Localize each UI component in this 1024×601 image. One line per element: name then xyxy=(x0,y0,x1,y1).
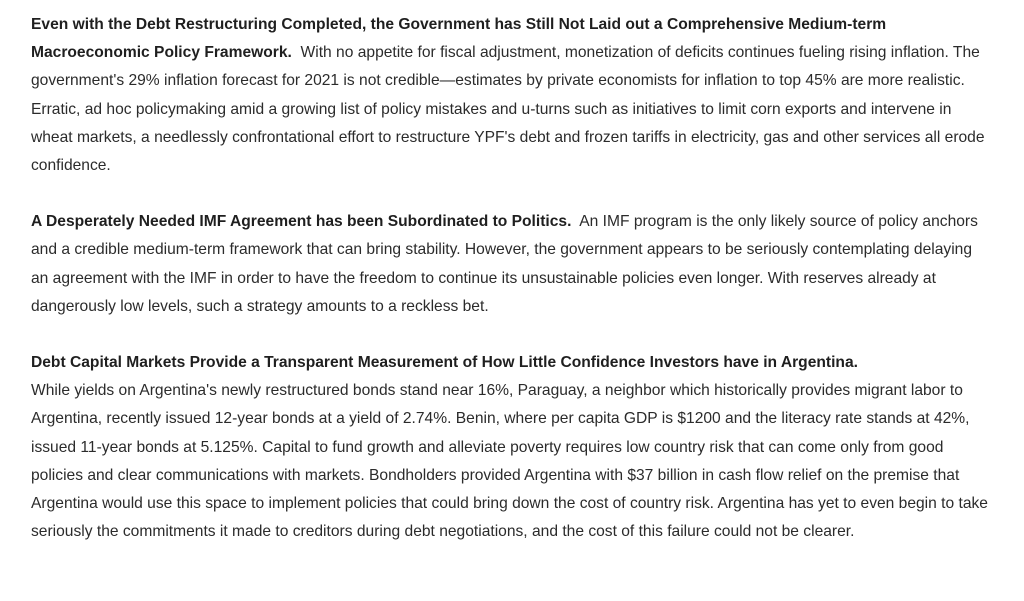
paragraph-heading: Debt Capital Markets Provide a Transparent Measurement of How Little Confidence Investors have in Argentina. xyxy=(31,354,858,372)
paragraph-text: An IMF program is the only likely source of policy anchors and a credible medium-term framework that can bring stability. However, the government appears to be seriously contemplating delaying an agreement with the IMF in order to have the freedom to continue its unsustainable policies even longer. With reserves already at dangerously low levels, such a strategy amounts to a reckless bet. xyxy=(31,213,978,315)
paragraph-imf-agreement xyxy=(31,208,993,321)
paragraph-heading: A Desperately Needed IMF Agreement has been Subordinated to Politics. xyxy=(31,213,572,231)
paragraph-text: While yields on Argentina's newly restructured bonds stand near 16%, Paraguay, a neighbor which historically provides migrant labor to Argentina, recently issued 12-year bonds at a yield of 2.74%. Benin, where per capita GDP is $1200 and the literacy rate stands at 42%, issued 11-year bonds at 5.125%. Capital to fund growth and alleviate poverty requires low country risk that can come only from good policies and clear communications with markets. Bondholders provided Argentina with $37 billion in cash flow relief on the premise that Argentina would use this space to implement policies that could bring down the cost of country risk. Argentina has yet to even begin to take seriously the commitments it made to creditors during debt negotiations, and the cost of this failure could not be clearer. xyxy=(31,382,988,541)
paragraph-heading: Even with the Debt Restructuring Completed, the Government has Still Not Laid out a Comprehensive Medium-term Macroeconomic Policy Framework. xyxy=(31,16,887,62)
paragraph-policy-framework xyxy=(31,11,993,180)
article-body xyxy=(31,11,993,546)
paragraph-text: With no appetite for fiscal adjustment, monetization of deficits continues fueling rising inflation. The government's 29% inflation forecast for 2021 is not credible—estimates by private economists for inflation to top 45% are more realistic. Erratic, ad hoc policymaking amid a growing list of policy mistakes and u-turns such as initiatives to limit corn exports and intervene in wheat markets, a needlessly confrontational effort to restructure YPF's debt and frozen tariffs in electricity, gas and other services all erode confidence. xyxy=(31,44,985,175)
paragraph-debt-capital-markets xyxy=(31,349,993,546)
